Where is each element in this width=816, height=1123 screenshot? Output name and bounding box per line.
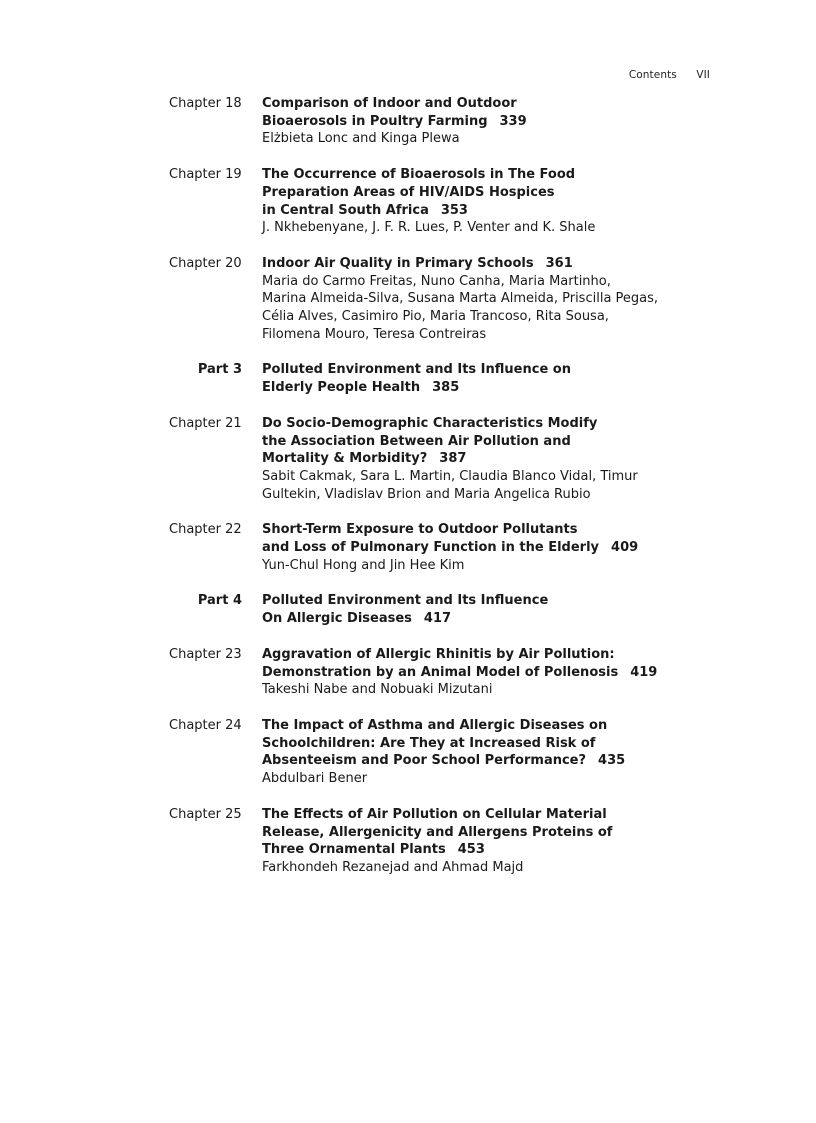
author-line: Farkhondeh Rezanejad and Ahmad Majd bbox=[262, 859, 524, 875]
entry-title bbox=[262, 255, 682, 273]
author-line: Elżbieta Lonc and Kinga Plewa bbox=[262, 131, 460, 147]
entry-authors bbox=[262, 557, 682, 575]
page-number-ref: 387 bbox=[439, 451, 467, 467]
toc-part-entry[interactable] bbox=[0, 361, 816, 396]
entry-body bbox=[262, 521, 682, 574]
chapter-label: Chapter 25 bbox=[169, 806, 242, 822]
entry-title bbox=[262, 806, 682, 859]
title-line bbox=[262, 255, 682, 273]
part-label: Part 4 bbox=[197, 593, 242, 609]
toc-chapter-entry[interactable] bbox=[0, 646, 816, 699]
title-line bbox=[262, 184, 682, 202]
author-line: Yun-Chul Hong and Jin Hee Kim bbox=[262, 557, 465, 573]
entry-body bbox=[262, 166, 682, 237]
author-line: J. Nkhebenyane, J. F. R. Lues, P. Venter and K. Shale bbox=[262, 220, 596, 236]
title-text: Aggravation of Allergic Rhinitis by Air Pollution: bbox=[262, 646, 615, 662]
title-text: Short-Term Exposure to Outdoor Pollutants bbox=[262, 522, 578, 538]
title-line bbox=[262, 202, 682, 220]
chapter-label: Chapter 18 bbox=[169, 96, 242, 111]
title-text: Three Ornamental Plants bbox=[262, 842, 446, 858]
page-number-ref: 453 bbox=[457, 842, 485, 858]
page-number-ref: 409 bbox=[611, 540, 639, 556]
title-line bbox=[262, 752, 682, 770]
toc-chapter-entry[interactable] bbox=[0, 415, 816, 504]
title-line bbox=[262, 379, 682, 397]
entry-authors bbox=[262, 859, 682, 877]
title-text: Release, Allergenicity and Allergens Proteins of bbox=[262, 824, 613, 840]
page-number-ref: 353 bbox=[440, 202, 468, 218]
entry-title bbox=[262, 521, 682, 556]
chapter-label: Chapter 20 bbox=[169, 255, 242, 271]
title-text: Preparation Areas of HIV/AIDS Hospices bbox=[262, 184, 555, 200]
entry-title bbox=[262, 415, 682, 468]
title-text: Indoor Air Quality in Primary Schools bbox=[262, 255, 534, 271]
entry-body bbox=[262, 592, 682, 627]
entry-authors bbox=[262, 219, 682, 237]
toc-chapter-entry[interactable] bbox=[0, 806, 816, 877]
title-text: The Impact of Asthma and Allergic Diseases on bbox=[262, 717, 608, 733]
title-line bbox=[262, 592, 682, 610]
entry-body bbox=[262, 646, 682, 699]
title-line bbox=[262, 841, 682, 859]
entry-body bbox=[262, 717, 682, 788]
title-text: Absenteeism and Poor School Performance? bbox=[262, 753, 587, 769]
toc-chapter-entry[interactable] bbox=[0, 95, 816, 148]
author-line: Gultekin, Vladislav Brion and Maria Angelica Rubio bbox=[262, 486, 591, 502]
title-line bbox=[262, 113, 682, 131]
chapter-label: Chapter 21 bbox=[169, 415, 242, 431]
page-number-ref: 435 bbox=[598, 753, 626, 769]
title-line bbox=[262, 824, 682, 842]
page-number-ref: 339 bbox=[499, 113, 527, 129]
title-text: The Effects of Air Pollution on Cellular Material bbox=[262, 806, 607, 822]
title-text: Demonstration by an Animal Model of Pollenosis bbox=[262, 664, 619, 680]
title-text: Schoolchildren: Are They at Increased Risk of bbox=[262, 735, 596, 751]
title-text: and Loss of Pulmonary Function in the Elderly bbox=[262, 540, 600, 556]
page-number: VII bbox=[696, 69, 710, 81]
entry-authors bbox=[262, 273, 682, 344]
entry-body bbox=[262, 415, 682, 504]
title-line bbox=[262, 735, 682, 753]
entry-title bbox=[262, 717, 682, 770]
toc-chapter-entry[interactable] bbox=[0, 255, 816, 344]
title-line bbox=[262, 433, 682, 451]
chapter-label: Chapter 23 bbox=[169, 646, 242, 662]
table-of-contents bbox=[0, 95, 816, 895]
entry-authors bbox=[262, 681, 682, 699]
entry-body bbox=[262, 806, 682, 877]
author-line: Célia Alves, Casimiro Pio, Maria Trancoso, Rita Sousa, bbox=[262, 309, 609, 325]
title-line bbox=[262, 95, 682, 113]
title-text: Polluted Environment and Its Influence on bbox=[262, 362, 571, 378]
page-number-ref: 361 bbox=[545, 255, 573, 271]
title-text: Elderly People Health bbox=[262, 380, 421, 396]
title-line bbox=[262, 610, 682, 628]
title-line bbox=[262, 166, 682, 184]
author-line: Abdulbari Bener bbox=[262, 771, 368, 787]
title-line bbox=[262, 450, 682, 468]
entry-authors bbox=[262, 468, 682, 503]
page-number-ref: 417 bbox=[423, 611, 452, 627]
title-text: The Occurrence of Bioaerosols in The Food bbox=[262, 167, 576, 183]
toc-part-entry[interactable] bbox=[0, 592, 816, 627]
entry-body bbox=[262, 255, 682, 344]
title-line bbox=[262, 361, 682, 379]
chapter-label: Chapter 24 bbox=[169, 717, 242, 733]
title-text: in Central South Africa bbox=[262, 202, 429, 218]
page-number-ref: 419 bbox=[630, 664, 658, 680]
title-line bbox=[262, 539, 682, 557]
toc-chapter-entry[interactable] bbox=[0, 717, 816, 788]
entry-body bbox=[262, 361, 682, 396]
entry-body bbox=[262, 95, 682, 148]
chapter-label: Chapter 19 bbox=[169, 167, 242, 183]
title-text: Do Socio-Demographic Characteristics Modify bbox=[262, 415, 598, 431]
entry-title bbox=[262, 166, 682, 219]
title-text: Comparison of Indoor and Outdoor bbox=[262, 96, 517, 111]
entry-title bbox=[262, 646, 682, 681]
toc-chapter-entry[interactable] bbox=[0, 166, 816, 237]
entry-authors bbox=[262, 770, 682, 788]
author-line: Filomena Mouro, Teresa Contreiras bbox=[262, 326, 487, 342]
chapter-label: Chapter 22 bbox=[169, 522, 242, 538]
title-text: Polluted Environment and Its Influence bbox=[262, 593, 549, 609]
toc-chapter-entry[interactable] bbox=[0, 521, 816, 574]
title-line bbox=[262, 521, 682, 539]
title-text: Mortality & Morbidity? bbox=[262, 451, 428, 467]
title-text: On Allergic Diseases bbox=[262, 611, 412, 627]
author-line: Sabit Cakmak, Sara L. Martin, Claudia Blanco Vidal, Timur bbox=[262, 468, 638, 484]
entry-title bbox=[262, 592, 682, 627]
entry-title bbox=[262, 95, 682, 130]
title-line bbox=[262, 415, 682, 433]
entry-authors bbox=[262, 130, 682, 148]
page-number-ref: 385 bbox=[432, 380, 460, 396]
author-line: Maria do Carmo Freitas, Nuno Canha, Maria Martinho, bbox=[262, 273, 611, 289]
part-label: Part 3 bbox=[197, 362, 242, 378]
author-line: Takeshi Nabe and Nobuaki Mizutani bbox=[262, 682, 493, 698]
title-line bbox=[262, 664, 682, 682]
author-line: Marina Almeida-Silva, Susana Marta Almeida, Priscilla Pegas, bbox=[262, 291, 659, 307]
title-line bbox=[262, 717, 682, 735]
title-line bbox=[262, 646, 682, 664]
title-line bbox=[262, 806, 682, 824]
running-head-label: Contents bbox=[628, 69, 677, 81]
title-text: the Association Between Air Pollution and bbox=[262, 433, 571, 449]
entry-title bbox=[262, 361, 682, 396]
running-head bbox=[629, 69, 710, 81]
title-text: Bioaerosols in Poultry Farming bbox=[262, 113, 488, 129]
